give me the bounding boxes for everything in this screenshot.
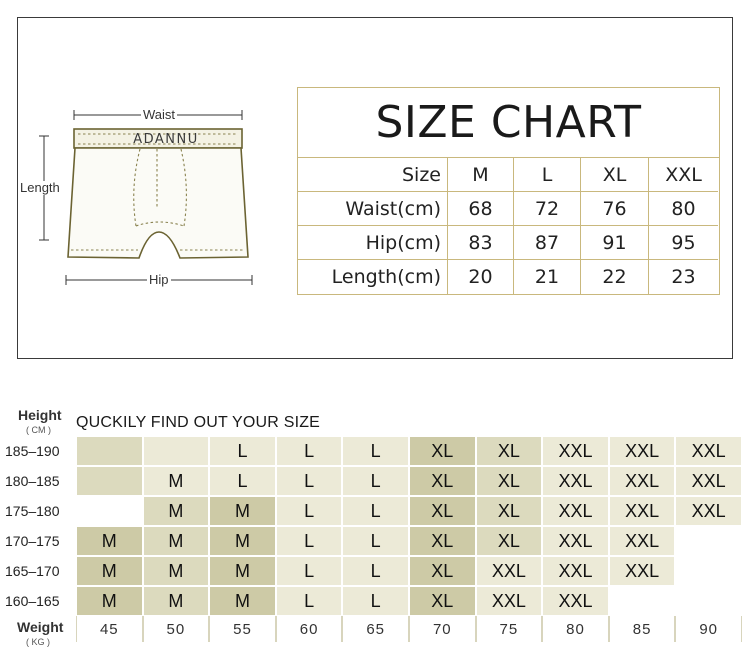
size-cell: L bbox=[276, 496, 343, 526]
size-cell: L bbox=[342, 526, 409, 556]
height-row-label: 165–170 bbox=[5, 563, 60, 579]
weight-value: 65 bbox=[342, 616, 409, 642]
boxer-brief-illustration bbox=[18, 18, 298, 360]
size-cell: XL bbox=[409, 526, 476, 556]
length-value: 23 bbox=[671, 266, 696, 288]
size-cell: M bbox=[143, 556, 210, 586]
underwear-diagram bbox=[18, 18, 298, 360]
size-cell: XXL bbox=[476, 556, 543, 586]
height-row-label: 170–175 bbox=[5, 533, 60, 549]
size-chart-grid bbox=[298, 158, 719, 294]
size-cell: L bbox=[209, 436, 276, 466]
height-axis-label: Height bbox=[18, 407, 62, 423]
size-cell: M bbox=[143, 586, 210, 616]
hip-value: 83 bbox=[448, 226, 514, 260]
size-header-xl: XL bbox=[581, 158, 649, 192]
size-cell: XXL bbox=[542, 526, 609, 556]
size-cell: XL bbox=[409, 556, 476, 586]
size-cell: XXL bbox=[675, 466, 742, 496]
quick-find-title: QUCKILY FIND OUT YOUR SIZE bbox=[76, 414, 321, 431]
size-cell bbox=[76, 496, 143, 526]
size-cell: L bbox=[342, 436, 409, 466]
waist-value: 72 bbox=[514, 192, 581, 226]
weight-unit-label: ( KG ) bbox=[26, 637, 50, 647]
size-cell bbox=[675, 556, 742, 586]
waist-value: 80 bbox=[649, 192, 718, 226]
size-cell: L bbox=[276, 526, 343, 556]
height-row-label: 185–190 bbox=[5, 443, 60, 459]
size-cell: M bbox=[209, 586, 276, 616]
size-cell bbox=[143, 436, 210, 466]
weight-value: 70 bbox=[409, 616, 476, 642]
height-row-label: 180–185 bbox=[5, 473, 60, 489]
size-cell: M bbox=[76, 526, 143, 556]
size-cell: XL bbox=[409, 466, 476, 496]
size-cell bbox=[675, 586, 742, 616]
length-value: 22 bbox=[581, 260, 649, 294]
boxer-outline bbox=[68, 129, 248, 258]
size-cell bbox=[609, 586, 676, 616]
size-cell: XXL bbox=[542, 586, 609, 616]
length-label: Length bbox=[20, 180, 60, 195]
height-row-label: 175–180 bbox=[5, 503, 60, 519]
length-value: 21 bbox=[514, 260, 581, 294]
size-cell: L bbox=[276, 466, 343, 496]
size-cell: XXL bbox=[542, 556, 609, 586]
size-cell: L bbox=[342, 556, 409, 586]
weight-value: 55 bbox=[209, 616, 276, 642]
size-cell: M bbox=[76, 556, 143, 586]
size-cell: XL bbox=[476, 496, 543, 526]
length-row-label: Length(cm) bbox=[298, 260, 448, 294]
size-cell bbox=[76, 436, 143, 466]
size-chart-table bbox=[297, 87, 720, 295]
weight-value: 60 bbox=[276, 616, 343, 642]
size-cell: XL bbox=[476, 436, 543, 466]
size-cell: XL bbox=[476, 466, 543, 496]
size-cell: L bbox=[276, 556, 343, 586]
length-value: 20 bbox=[448, 260, 514, 294]
size-cell: XXL bbox=[542, 496, 609, 526]
size-cell: M bbox=[209, 496, 276, 526]
size-header-label: Size bbox=[298, 158, 448, 192]
size-cell: XL bbox=[409, 496, 476, 526]
size-cell: XXL bbox=[609, 526, 676, 556]
size-cell: XL bbox=[409, 436, 476, 466]
size-cell: XXL bbox=[675, 496, 742, 526]
size-cell: XXL bbox=[609, 496, 676, 526]
size-cell: XXL bbox=[609, 466, 676, 496]
waist-label: Waist bbox=[143, 107, 176, 122]
size-cell: L bbox=[342, 586, 409, 616]
size-cell: XXL bbox=[476, 586, 543, 616]
hip-value: 95 bbox=[649, 226, 718, 260]
size-header-m: M bbox=[448, 158, 514, 192]
size-finder-grid bbox=[76, 436, 742, 616]
size-cell bbox=[76, 466, 143, 496]
size-cell: XXL bbox=[542, 436, 609, 466]
weight-value: 85 bbox=[609, 616, 676, 642]
waist-row-label: Waist(cm) bbox=[298, 192, 448, 226]
size-cell: M bbox=[143, 496, 210, 526]
size-cell: M bbox=[143, 526, 210, 556]
size-cell: L bbox=[342, 466, 409, 496]
size-cell: XXL bbox=[675, 436, 742, 466]
size-cell: XXL bbox=[542, 466, 609, 496]
weight-value: 80 bbox=[542, 616, 609, 642]
weight-value: 75 bbox=[476, 616, 543, 642]
size-cell: L bbox=[342, 496, 409, 526]
size-cell: XL bbox=[476, 526, 543, 556]
size-cell: L bbox=[276, 436, 343, 466]
brand-logo: ADANNU bbox=[133, 132, 199, 147]
size-cell: M bbox=[76, 586, 143, 616]
weight-scale bbox=[76, 616, 742, 642]
hip-label: Hip bbox=[149, 272, 169, 287]
size-cell: XL bbox=[409, 586, 476, 616]
size-cell: L bbox=[209, 466, 276, 496]
size-cell: M bbox=[209, 556, 276, 586]
weight-value: 50 bbox=[143, 616, 210, 642]
chart-title: SIZE CHART bbox=[298, 88, 719, 158]
size-cell: M bbox=[209, 526, 276, 556]
weight-value: 90 bbox=[675, 616, 742, 642]
size-cell: XXL bbox=[609, 436, 676, 466]
waist-value: 76 bbox=[581, 192, 649, 226]
weight-value: 45 bbox=[76, 616, 143, 642]
size-cell: L bbox=[276, 586, 343, 616]
size-header-l: L bbox=[514, 158, 581, 192]
waist-value: 68 bbox=[448, 192, 514, 226]
size-cell: XXL bbox=[609, 556, 676, 586]
hip-value: 87 bbox=[514, 226, 581, 260]
height-row-label: 160–165 bbox=[5, 593, 60, 609]
size-cell bbox=[675, 526, 742, 556]
size-header-xxl: XXL bbox=[649, 158, 718, 192]
weight-axis-label: Weight bbox=[17, 619, 64, 635]
hip-row-label: Hip(cm) bbox=[298, 226, 448, 260]
hip-value: 91 bbox=[581, 226, 649, 260]
size-cell: M bbox=[143, 466, 210, 496]
height-unit-label: ( CM ) bbox=[26, 425, 51, 435]
